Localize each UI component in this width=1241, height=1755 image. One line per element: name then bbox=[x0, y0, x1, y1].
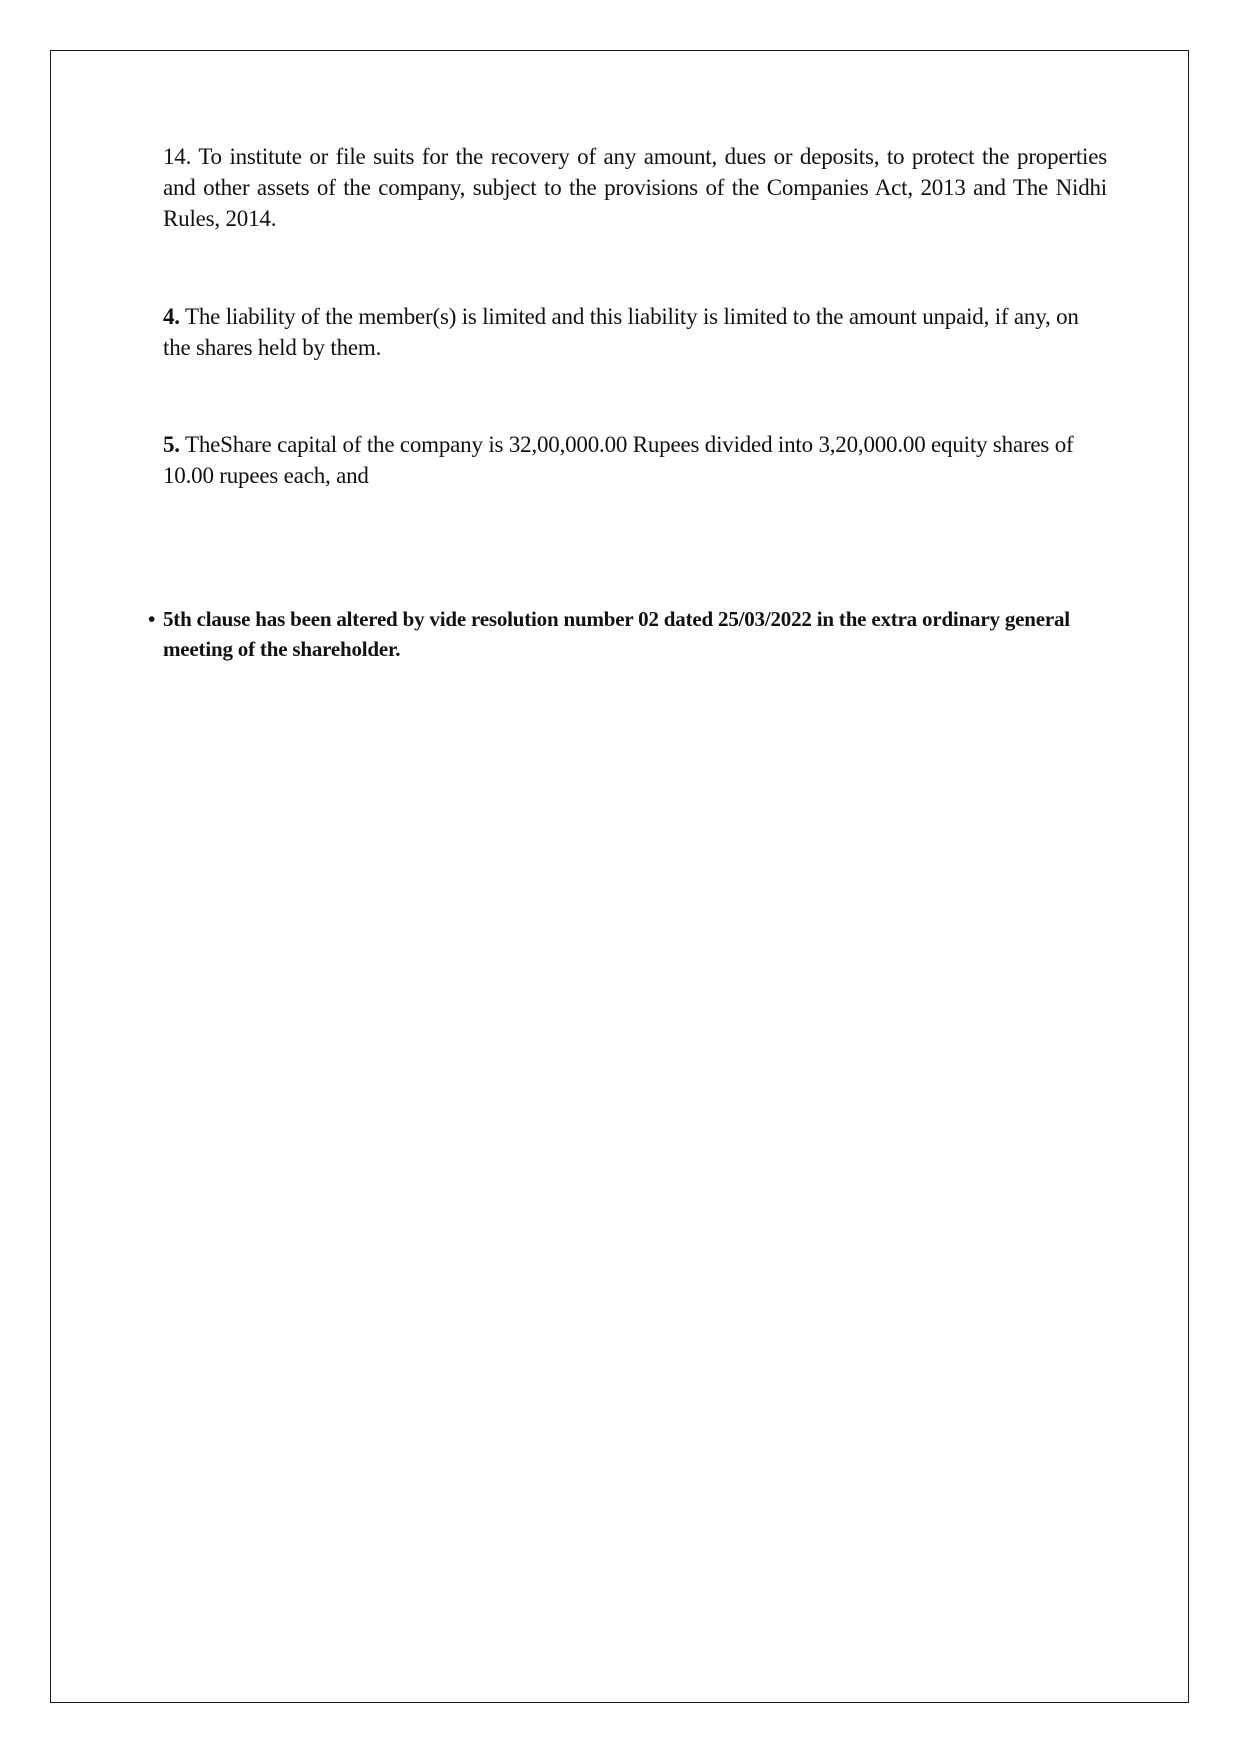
bullet-icon: • bbox=[148, 607, 156, 631]
clause-4-paragraph bbox=[163, 301, 1107, 363]
clause-5-number: 5. bbox=[163, 432, 180, 457]
alteration-note-text: 5th clause has been altered by vide resolution number 02 dated 25/03/2022 in the extra ordinary general meeting of the shareholder. bbox=[163, 607, 1070, 661]
clause-4-number: 4. bbox=[163, 304, 180, 329]
clause-5-text: TheShare capital of the company is 32,00,000.00 Rupees divided into 3,20,000.00 equity shares of 10.00 rupees each, and bbox=[163, 432, 1074, 488]
clause-5-paragraph bbox=[163, 429, 1107, 491]
clause-14-text: 14. To institute or file suits for the recovery of any amount, dues or deposits, to protect the properties and other assets of the company, subject to the provisions of the Companies Act, 2013 and The Nidhi Rules, 2014. bbox=[163, 144, 1107, 231]
page-border bbox=[50, 50, 1189, 1703]
clause-4-text: The liability of the member(s) is limited and this liability is limited to the amount unpaid, if any, on the shares held by them. bbox=[163, 304, 1079, 360]
alteration-note bbox=[148, 604, 1108, 664]
clause-14-paragraph bbox=[163, 141, 1107, 234]
